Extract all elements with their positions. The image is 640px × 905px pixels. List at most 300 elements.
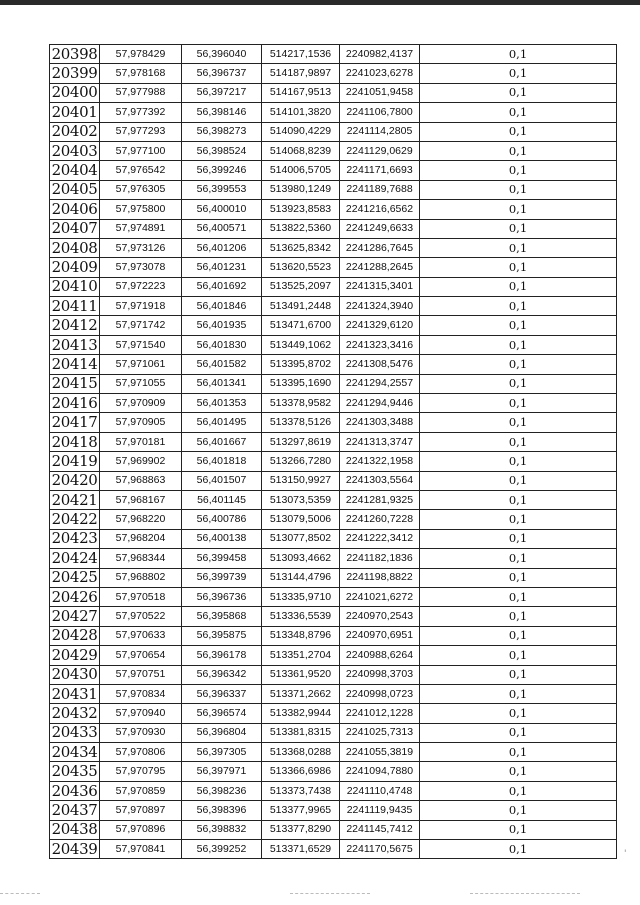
cell-coord-y: 2241119,9435 <box>340 801 420 820</box>
cell-longitude: 56,396737 <box>182 64 262 83</box>
cell-coord-y: 2241323,3416 <box>340 335 420 354</box>
table-row <box>50 141 617 160</box>
table-row <box>50 529 617 548</box>
cell-point-number: 20434 <box>50 743 100 762</box>
cell-longitude: 56,398236 <box>182 781 262 800</box>
table-row <box>50 238 617 257</box>
coordinates-table <box>49 44 617 859</box>
table-row <box>50 103 617 122</box>
cell-latitude: 57,975800 <box>100 200 182 219</box>
cell-coord-x: 514090,4229 <box>262 122 340 141</box>
cell-coord-y: 2241051,9458 <box>340 83 420 102</box>
cell-tolerance: 0,1 <box>420 103 617 122</box>
cell-coord-x: 513382,9944 <box>262 704 340 723</box>
cell-tolerance: 0,1 <box>420 840 617 859</box>
cell-longitude: 56,395875 <box>182 626 262 645</box>
cell-latitude: 57,970905 <box>100 413 182 432</box>
cell-latitude: 57,970633 <box>100 626 182 645</box>
cell-longitude: 56,399252 <box>182 840 262 859</box>
cell-longitude: 56,396178 <box>182 646 262 665</box>
cell-latitude: 57,968802 <box>100 568 182 587</box>
table-row <box>50 316 617 335</box>
cell-tolerance: 0,1 <box>420 743 617 762</box>
cell-coord-y: 2241129,0629 <box>340 141 420 160</box>
cell-tolerance: 0,1 <box>420 646 617 665</box>
cell-tolerance: 0,1 <box>420 297 617 316</box>
table-row <box>50 743 617 762</box>
table-row <box>50 801 617 820</box>
cell-point-number: 20422 <box>50 510 100 529</box>
cell-tolerance: 0,1 <box>420 161 617 180</box>
cell-point-number: 20433 <box>50 723 100 742</box>
cell-latitude: 57,969902 <box>100 452 182 471</box>
cell-longitude: 56,398832 <box>182 820 262 839</box>
cell-longitude: 56,401507 <box>182 471 262 490</box>
table-row <box>50 45 617 64</box>
table-row <box>50 297 617 316</box>
cell-coord-y: 2241315,3401 <box>340 277 420 296</box>
table-row <box>50 820 617 839</box>
cell-coord-x: 513335,9710 <box>262 587 340 606</box>
cell-latitude: 57,970940 <box>100 704 182 723</box>
table-row <box>50 607 617 626</box>
cell-longitude: 56,395868 <box>182 607 262 626</box>
cell-coord-y: 2241106,7800 <box>340 103 420 122</box>
cell-coord-y: 2241216,6562 <box>340 200 420 219</box>
cell-tolerance: 0,1 <box>420 355 617 374</box>
cell-point-number: 20427 <box>50 607 100 626</box>
cell-latitude: 57,971061 <box>100 355 182 374</box>
cell-coord-x: 513371,2662 <box>262 684 340 703</box>
cell-tolerance: 0,1 <box>420 316 617 335</box>
cell-latitude: 57,971742 <box>100 316 182 335</box>
cell-coord-y: 2241303,3488 <box>340 413 420 432</box>
table-row <box>50 394 617 413</box>
cell-coord-y: 2241313,3747 <box>340 432 420 451</box>
table-row <box>50 684 617 703</box>
cell-tolerance: 0,1 <box>420 684 617 703</box>
cell-tolerance: 0,1 <box>420 335 617 354</box>
cell-point-number: 20405 <box>50 180 100 199</box>
cell-tolerance: 0,1 <box>420 64 617 83</box>
cell-point-number: 20429 <box>50 646 100 665</box>
cell-coord-y: 2241094,7880 <box>340 762 420 781</box>
cell-point-number: 20420 <box>50 471 100 490</box>
table-row <box>50 762 617 781</box>
cell-latitude: 57,974891 <box>100 219 182 238</box>
cell-latitude: 57,976542 <box>100 161 182 180</box>
cell-coord-x: 513378,5126 <box>262 413 340 432</box>
cell-longitude: 56,399553 <box>182 180 262 199</box>
cell-point-number: 20400 <box>50 83 100 102</box>
cell-tolerance: 0,1 <box>420 452 617 471</box>
cell-point-number: 20432 <box>50 704 100 723</box>
table-row <box>50 413 617 432</box>
table-row <box>50 665 617 684</box>
cell-point-number: 20413 <box>50 335 100 354</box>
table-row <box>50 471 617 490</box>
cell-longitude: 56,401935 <box>182 316 262 335</box>
cell-latitude: 57,971918 <box>100 297 182 316</box>
cell-tolerance: 0,1 <box>420 665 617 684</box>
cell-point-number: 20419 <box>50 452 100 471</box>
cell-coord-x: 513366,6986 <box>262 762 340 781</box>
cell-coord-x: 513297,8619 <box>262 432 340 451</box>
table-row <box>50 122 617 141</box>
cell-point-number: 20412 <box>50 316 100 335</box>
cell-latitude: 57,970518 <box>100 587 182 606</box>
cell-longitude: 56,399739 <box>182 568 262 587</box>
cell-longitude: 56,396574 <box>182 704 262 723</box>
table-row <box>50 335 617 354</box>
cell-latitude: 57,970795 <box>100 762 182 781</box>
cell-latitude: 57,976305 <box>100 180 182 199</box>
cell-tolerance: 0,1 <box>420 45 617 64</box>
cell-tolerance: 0,1 <box>420 219 617 238</box>
cell-latitude: 57,972223 <box>100 277 182 296</box>
cell-coord-x: 513923,8583 <box>262 200 340 219</box>
table-row <box>50 258 617 277</box>
cell-latitude: 57,968220 <box>100 510 182 529</box>
cell-tolerance: 0,1 <box>420 568 617 587</box>
cell-tolerance: 0,1 <box>420 180 617 199</box>
cell-point-number: 20415 <box>50 374 100 393</box>
cell-point-number: 20430 <box>50 665 100 684</box>
cell-coord-x: 513625,8342 <box>262 238 340 257</box>
cell-longitude: 56,401495 <box>182 413 262 432</box>
cell-coord-x: 513395,1690 <box>262 374 340 393</box>
cell-latitude: 57,977100 <box>100 141 182 160</box>
cell-coord-y: 2241198,8822 <box>340 568 420 587</box>
cell-longitude: 56,397971 <box>182 762 262 781</box>
cell-coord-y: 2240970,2543 <box>340 607 420 626</box>
cell-coord-y: 2241324,3940 <box>340 297 420 316</box>
table-row <box>50 840 617 859</box>
cell-point-number: 20436 <box>50 781 100 800</box>
table-row <box>50 568 617 587</box>
cell-coord-x: 513336,5539 <box>262 607 340 626</box>
cell-coord-y: 2241222,3412 <box>340 529 420 548</box>
cell-point-number: 20404 <box>50 161 100 180</box>
cell-latitude: 57,970834 <box>100 684 182 703</box>
cell-coord-y: 2241281,9325 <box>340 490 420 509</box>
cell-coord-y: 2241023,6278 <box>340 64 420 83</box>
cell-point-number: 20437 <box>50 801 100 820</box>
cell-latitude: 57,970751 <box>100 665 182 684</box>
cell-coord-x: 513073,5359 <box>262 490 340 509</box>
cell-longitude: 56,401341 <box>182 374 262 393</box>
cell-coord-y: 2241145,7412 <box>340 820 420 839</box>
cell-coord-x: 513373,7438 <box>262 781 340 800</box>
cell-point-number: 20399 <box>50 64 100 83</box>
cell-coord-y: 2241012,1228 <box>340 704 420 723</box>
cell-coord-y: 2241322,1958 <box>340 452 420 471</box>
cell-coord-x: 513471,6700 <box>262 316 340 335</box>
cell-coord-y: 2241114,2805 <box>340 122 420 141</box>
cell-latitude: 57,978168 <box>100 64 182 83</box>
cell-coord-y: 2241329,6120 <box>340 316 420 335</box>
cell-coord-x: 513266,7280 <box>262 452 340 471</box>
table-row <box>50 83 617 102</box>
cell-longitude: 56,401692 <box>182 277 262 296</box>
cell-coord-x: 514006,5705 <box>262 161 340 180</box>
cell-tolerance: 0,1 <box>420 471 617 490</box>
cell-coord-x: 513150,9927 <box>262 471 340 490</box>
cell-longitude: 56,397217 <box>182 83 262 102</box>
table-row <box>50 374 617 393</box>
cell-latitude: 57,968863 <box>100 471 182 490</box>
cell-coord-y: 2240970,6951 <box>340 626 420 645</box>
cell-tolerance: 0,1 <box>420 413 617 432</box>
cell-latitude: 57,971540 <box>100 335 182 354</box>
cell-tolerance: 0,1 <box>420 762 617 781</box>
cell-tolerance: 0,1 <box>420 258 617 277</box>
table-row <box>50 64 617 83</box>
cell-tolerance: 0,1 <box>420 200 617 219</box>
cell-point-number: 20431 <box>50 684 100 703</box>
cell-longitude: 56,396337 <box>182 684 262 703</box>
scan-top-edge <box>0 0 640 5</box>
cell-longitude: 56,396736 <box>182 587 262 606</box>
cell-coord-x: 513449,1062 <box>262 335 340 354</box>
cell-coord-y: 2241170,5675 <box>340 840 420 859</box>
cell-longitude: 56,398146 <box>182 103 262 122</box>
cell-latitude: 57,970654 <box>100 646 182 665</box>
cell-longitude: 56,397305 <box>182 743 262 762</box>
cell-tolerance: 0,1 <box>420 238 617 257</box>
cell-longitude: 56,401206 <box>182 238 262 257</box>
cell-latitude: 57,970806 <box>100 743 182 762</box>
cell-coord-y: 2241288,2645 <box>340 258 420 277</box>
cell-coord-y: 2240998,3703 <box>340 665 420 684</box>
cell-coord-x: 513351,2704 <box>262 646 340 665</box>
cell-coord-y: 2241308,5476 <box>340 355 420 374</box>
cell-coord-y: 2241189,7688 <box>340 180 420 199</box>
table-row <box>50 587 617 606</box>
table-row <box>50 219 617 238</box>
cell-latitude: 57,968344 <box>100 549 182 568</box>
cell-tolerance: 0,1 <box>420 277 617 296</box>
cell-latitude: 57,973078 <box>100 258 182 277</box>
cell-longitude: 56,399246 <box>182 161 262 180</box>
cell-latitude: 57,977392 <box>100 103 182 122</box>
cell-coord-x: 513368,0288 <box>262 743 340 762</box>
cell-tolerance: 0,1 <box>420 587 617 606</box>
cell-point-number: 20403 <box>50 141 100 160</box>
cell-tolerance: 0,1 <box>420 83 617 102</box>
cell-point-number: 20414 <box>50 355 100 374</box>
table-row <box>50 355 617 374</box>
cell-coord-y: 2240982,4137 <box>340 45 420 64</box>
cell-coord-y: 2241303,5564 <box>340 471 420 490</box>
cell-point-number: 20435 <box>50 762 100 781</box>
cell-longitude: 56,401145 <box>182 490 262 509</box>
cell-point-number: 20428 <box>50 626 100 645</box>
table-row <box>50 180 617 199</box>
table-row <box>50 432 617 451</box>
cell-coord-y: 2241171,6693 <box>340 161 420 180</box>
cell-coord-x: 513395,8702 <box>262 355 340 374</box>
cell-coord-y: 2240998,0723 <box>340 684 420 703</box>
cell-tolerance: 0,1 <box>420 394 617 413</box>
table-row <box>50 277 617 296</box>
cell-longitude: 56,401231 <box>182 258 262 277</box>
margin-speck: ' <box>624 849 627 859</box>
table-row <box>50 626 617 645</box>
cell-coord-x: 513378,9582 <box>262 394 340 413</box>
cell-latitude: 57,971055 <box>100 374 182 393</box>
cell-latitude: 57,970896 <box>100 820 182 839</box>
table-row <box>50 646 617 665</box>
cell-latitude: 57,968167 <box>100 490 182 509</box>
cell-tolerance: 0,1 <box>420 549 617 568</box>
table-row <box>50 549 617 568</box>
cell-latitude: 57,970909 <box>100 394 182 413</box>
cell-point-number: 20417 <box>50 413 100 432</box>
cell-longitude: 56,396040 <box>182 45 262 64</box>
cell-point-number: 20408 <box>50 238 100 257</box>
cell-coord-x: 514217,1536 <box>262 45 340 64</box>
cell-latitude: 57,970859 <box>100 781 182 800</box>
cell-coord-x: 514101,3820 <box>262 103 340 122</box>
table-row <box>50 781 617 800</box>
cell-coord-y: 2240988,6264 <box>340 646 420 665</box>
cell-coord-x: 513077,8502 <box>262 529 340 548</box>
cell-latitude: 57,970841 <box>100 840 182 859</box>
cell-coord-y: 2241025,7313 <box>340 723 420 742</box>
cell-longitude: 56,400010 <box>182 200 262 219</box>
cell-longitude: 56,399458 <box>182 549 262 568</box>
cell-point-number: 20411 <box>50 297 100 316</box>
cell-tolerance: 0,1 <box>420 626 617 645</box>
cell-tolerance: 0,1 <box>420 141 617 160</box>
cell-longitude: 56,401830 <box>182 335 262 354</box>
cell-point-number: 20423 <box>50 529 100 548</box>
table-row <box>50 704 617 723</box>
cell-longitude: 56,400571 <box>182 219 262 238</box>
cell-longitude: 56,396804 <box>182 723 262 742</box>
cell-tolerance: 0,1 <box>420 704 617 723</box>
cell-coord-x: 513348,8796 <box>262 626 340 645</box>
cell-coord-x: 513144,4796 <box>262 568 340 587</box>
cell-coord-x: 514167,9513 <box>262 83 340 102</box>
cell-coord-y: 2241294,9446 <box>340 394 420 413</box>
cell-coord-y: 2241182,1836 <box>340 549 420 568</box>
cell-point-number: 20424 <box>50 549 100 568</box>
cell-longitude: 56,396342 <box>182 665 262 684</box>
cell-latitude: 57,970522 <box>100 607 182 626</box>
cell-coord-y: 2241260,7228 <box>340 510 420 529</box>
cell-longitude: 56,401353 <box>182 394 262 413</box>
cell-point-number: 20398 <box>50 45 100 64</box>
cell-longitude: 56,401667 <box>182 432 262 451</box>
table-row <box>50 723 617 742</box>
cell-latitude: 57,968204 <box>100 529 182 548</box>
cell-tolerance: 0,1 <box>420 529 617 548</box>
cell-point-number: 20426 <box>50 587 100 606</box>
cell-coord-x: 513491,2448 <box>262 297 340 316</box>
cell-point-number: 20409 <box>50 258 100 277</box>
cell-coord-x: 513381,8315 <box>262 723 340 742</box>
cell-latitude: 57,970897 <box>100 801 182 820</box>
cell-tolerance: 0,1 <box>420 122 617 141</box>
cell-point-number: 20402 <box>50 122 100 141</box>
cell-tolerance: 0,1 <box>420 374 617 393</box>
cell-coord-x: 513093,4662 <box>262 549 340 568</box>
cell-point-number: 20438 <box>50 820 100 839</box>
cell-coord-y: 2241249,6633 <box>340 219 420 238</box>
cell-coord-x: 513079,5006 <box>262 510 340 529</box>
cell-tolerance: 0,1 <box>420 432 617 451</box>
cell-coord-x: 513980,1249 <box>262 180 340 199</box>
table-row <box>50 452 617 471</box>
cell-latitude: 57,977988 <box>100 83 182 102</box>
cell-latitude: 57,973126 <box>100 238 182 257</box>
cell-coord-y: 2241286,7645 <box>340 238 420 257</box>
cell-longitude: 56,398524 <box>182 141 262 160</box>
cell-tolerance: 0,1 <box>420 490 617 509</box>
cell-point-number: 20406 <box>50 200 100 219</box>
bottom-edge-mark <box>470 893 580 894</box>
cell-longitude: 56,400138 <box>182 529 262 548</box>
bottom-edge-mark <box>290 893 370 894</box>
cell-coord-x: 513620,5523 <box>262 258 340 277</box>
cell-tolerance: 0,1 <box>420 820 617 839</box>
cell-latitude: 57,977293 <box>100 122 182 141</box>
cell-longitude: 56,398396 <box>182 801 262 820</box>
cell-coord-y: 2241055,3819 <box>340 743 420 762</box>
cell-tolerance: 0,1 <box>420 801 617 820</box>
cell-point-number: 20421 <box>50 490 100 509</box>
cell-longitude: 56,401846 <box>182 297 262 316</box>
cell-point-number: 20410 <box>50 277 100 296</box>
table-row <box>50 510 617 529</box>
cell-coord-y: 2241294,2557 <box>340 374 420 393</box>
table-row <box>50 161 617 180</box>
cell-coord-x: 513822,5360 <box>262 219 340 238</box>
cell-coord-x: 513525,2097 <box>262 277 340 296</box>
cell-latitude: 57,978429 <box>100 45 182 64</box>
cell-tolerance: 0,1 <box>420 723 617 742</box>
cell-point-number: 20416 <box>50 394 100 413</box>
cell-tolerance: 0,1 <box>420 607 617 626</box>
cell-tolerance: 0,1 <box>420 781 617 800</box>
cell-longitude: 56,401582 <box>182 355 262 374</box>
table-row <box>50 200 617 219</box>
cell-latitude: 57,970930 <box>100 723 182 742</box>
cell-coord-x: 513377,8290 <box>262 820 340 839</box>
cell-longitude: 56,400786 <box>182 510 262 529</box>
cell-coord-y: 2241110,4748 <box>340 781 420 800</box>
cell-point-number: 20439 <box>50 840 100 859</box>
table-row <box>50 490 617 509</box>
cell-longitude: 56,398273 <box>182 122 262 141</box>
bottom-edge-mark <box>0 893 40 894</box>
cell-tolerance: 0,1 <box>420 510 617 529</box>
cell-coord-x: 513371,6529 <box>262 840 340 859</box>
cell-point-number: 20407 <box>50 219 100 238</box>
cell-coord-y: 2241021,6272 <box>340 587 420 606</box>
cell-latitude: 57,970181 <box>100 432 182 451</box>
cell-coord-x: 514187,9897 <box>262 64 340 83</box>
cell-coord-x: 513361,9520 <box>262 665 340 684</box>
cell-coord-x: 513377,9965 <box>262 801 340 820</box>
cell-longitude: 56,401818 <box>182 452 262 471</box>
cell-point-number: 20418 <box>50 432 100 451</box>
cell-coord-x: 514068,8239 <box>262 141 340 160</box>
coordinates-table-body <box>50 45 617 859</box>
cell-point-number: 20401 <box>50 103 100 122</box>
